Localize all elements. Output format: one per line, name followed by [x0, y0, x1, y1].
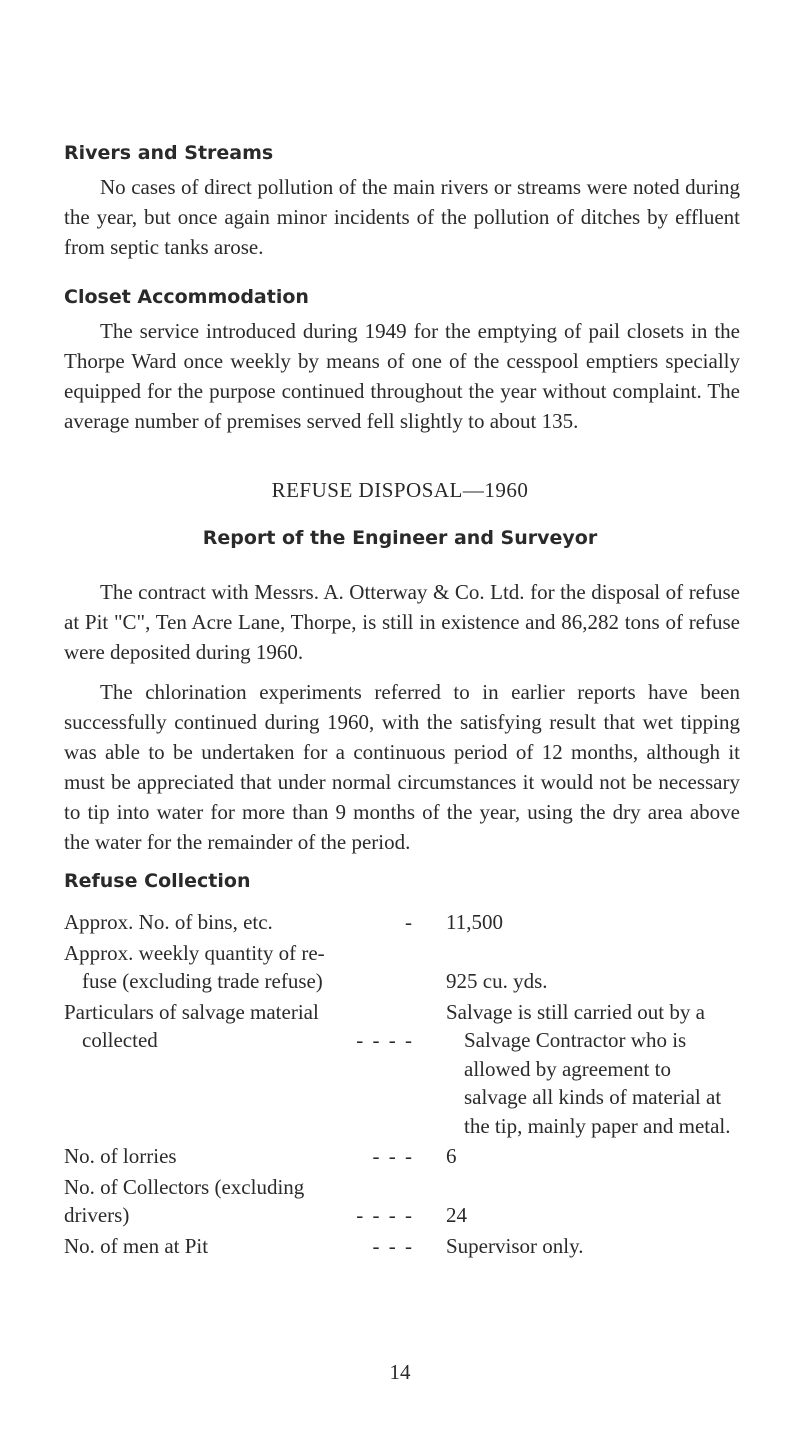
row-value: Salvage is still carried out by a Salvage Contractor who is allowed by agreement to salvage all kinds of material at the tip, mainly paper and metal. [446, 999, 731, 1138]
closet-paragraph: The service introduced during 1949 for the emptying of pail closets in the Thorpe Ward once weekly by means of one of the cesspool emptiers specially equipped for the purpose continued throughout the year without complaint. The average number of premises served fell slightly to about 135. [64, 319, 740, 433]
leader-dash: - - - [372, 1144, 414, 1168]
leader-dash: - [405, 910, 414, 934]
leader-dash: - - - - [356, 1203, 414, 1227]
page-number: 14 [389, 1360, 411, 1384]
rivers-paragraph: No cases of direct pollution of the main rivers or streams were noted during the year, but once again minor incidents of the pollution of ditches by effluent from septic tanks arose. [64, 175, 740, 259]
report-subtitle: Report of the Engineer and Surveyor [202, 527, 598, 549]
leader-dash: - - - - [356, 1028, 414, 1052]
refuse-collection-table [64, 908, 754, 1260]
row-value: 6 [446, 1144, 457, 1168]
row-label: Approx. weekly quantity of re- fuse (excluding trade refuse) [64, 940, 325, 993]
row-label: No. of Collectors (excluding drivers) - - - - [64, 1173, 414, 1230]
row-label: No. of men at Pit - - - [64, 1232, 414, 1261]
refuse-disposal-title: REFUSE DISPOSAL—1960 [271, 478, 529, 502]
table-row [64, 939, 754, 996]
row-value: 24 [446, 1203, 467, 1227]
table-row [64, 1173, 754, 1230]
row-label: Particulars of salvage material collected - - - - [64, 998, 414, 1141]
row-value: 925 cu. yds. [446, 969, 548, 993]
table-row [64, 908, 754, 937]
table-row [64, 998, 754, 1141]
row-value: Supervisor only. [446, 1233, 584, 1258]
disposal-paragraph-1: The contract with Messrs. A. Otterway & Co. Ltd. for the disposal of refuse at Pit "C", Ten Acre Lane, Thorpe, is still in existence and 86,282 tons of refuse were deposited during 1960. [64, 580, 740, 664]
disposal-paragraph-2: The chlorination experiments referred to in earlier reports have been successfully continued during 1960, with the satisfying result that wet tipping was able to be undertaken for a continuous period of 12 months, although it must be appreciated that under normal circumstances it would not be necessary to tip into water for more than 9 months of the year, using the dry area above the water for the remainder of the period. [64, 680, 740, 854]
row-value: 11,500 [446, 910, 503, 934]
row-label: No. of lorries - - - [64, 1142, 414, 1171]
refuse-collection-heading: Refuse Collection [64, 870, 251, 892]
table-row [64, 1232, 754, 1261]
rivers-heading: Rivers and Streams [64, 142, 274, 164]
table-row [64, 1142, 754, 1171]
row-label: Approx. No. of bins, etc. - [64, 908, 414, 937]
leader-dash: - - - [372, 1233, 414, 1258]
closet-heading: Closet Accommodation [64, 286, 309, 308]
